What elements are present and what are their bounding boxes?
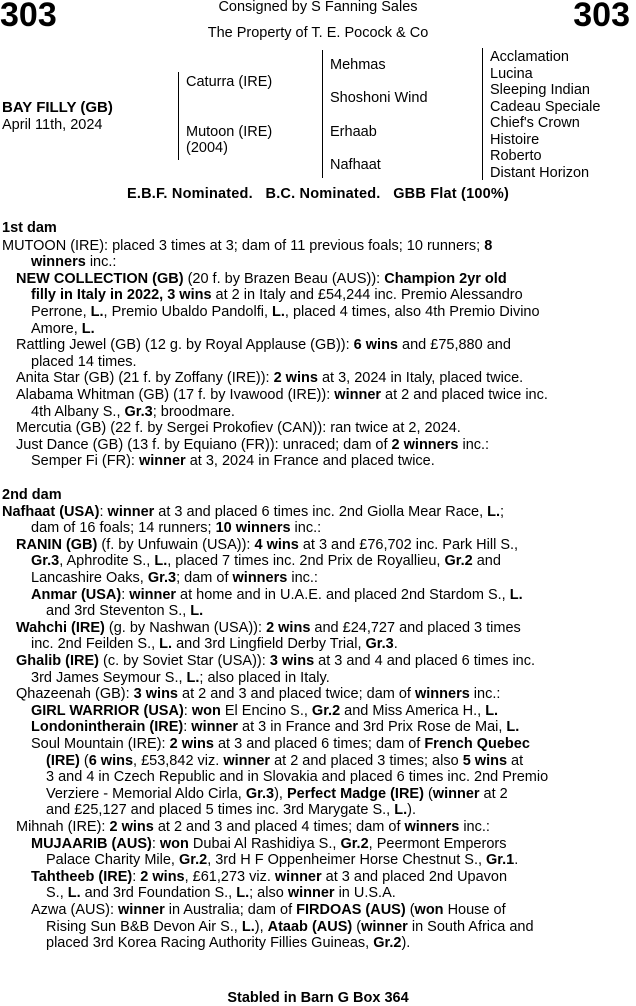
text-run: : (132, 868, 141, 885)
text-line (2, 504, 504, 520)
gen3-name: Histoire (490, 131, 540, 148)
text-run: at 2 and placed twice inc. (381, 386, 548, 403)
bold-text-run: 2 wins (109, 818, 154, 835)
bold-text-run: Gr.3 (31, 553, 60, 570)
text-run: and £75,880 and (398, 337, 511, 354)
text-run: and 3rd Lingfield Derby Trial, (172, 636, 366, 653)
text-run: Dubai Al Rashidiya S., (188, 835, 341, 852)
text-run: , 3rd H F Oppenheimer Horse Chestnut S., (207, 852, 487, 869)
bold-text-run: Gr.2 (444, 553, 473, 570)
bold-text-run: Gr.2 (340, 835, 369, 852)
text-run: , Aphrodite S., (59, 553, 155, 570)
text-line (16, 437, 489, 453)
bold-text-run: L. (90, 303, 104, 320)
text-run: ( (79, 752, 89, 769)
bold-text-run: Ataab (AUS) (267, 918, 353, 935)
text-run: Azwa (AUS): (31, 901, 119, 918)
bold-text-run: 6 wins (353, 337, 398, 354)
bold-text-run: 5 wins (462, 752, 508, 769)
bold-text-run: L. (81, 320, 95, 337)
text-run: Soul Mountain (IRE): (31, 735, 170, 752)
text-line (16, 370, 523, 386)
bold-text-run: L. (509, 586, 523, 603)
text-run: at 3 and £76,702 inc. Park Hill S., (298, 536, 519, 553)
stabling-footer: Stabled in Barn G Box 364 (227, 990, 409, 1006)
text-run: El Encino S., (220, 702, 312, 719)
dam-dam: Nafhaat (330, 157, 381, 173)
bold-text-run: 10 winners (215, 520, 291, 537)
bold-text-run: winners (414, 686, 470, 703)
text-run: Mihnah (IRE): (16, 818, 110, 835)
text-run: dam of 16 foals; 14 runners; (31, 520, 216, 537)
bold-text-run: 2 wins (169, 735, 214, 752)
text-run: in Australia; dam of (164, 901, 297, 918)
bold-text-run: 3 wins (269, 652, 315, 669)
text-run: , £61,273 viz. (184, 868, 275, 885)
bold-text-run: L. (394, 802, 408, 819)
sire-dam: Shoshoni Wind (330, 90, 428, 106)
lot-number-right: 303 (573, 0, 630, 34)
bold-text-run: Nafhaat (USA) (2, 503, 100, 520)
text-run: ; (500, 503, 505, 520)
text-run: . (393, 636, 398, 653)
bold-text-run: winner (361, 918, 408, 935)
bold-text-run: L. (506, 719, 520, 736)
bold-text-run: Perfect Madge (IRE) (286, 785, 424, 802)
bold-text-run: winner (274, 868, 322, 885)
bold-text-run: filly in Italy in 2022, 3 wins (31, 287, 212, 304)
text-run: Lancashire Oaks, (31, 569, 148, 586)
text-run: at 3 and 4 and placed 6 times inc. (314, 652, 536, 669)
bold-text-run: 2 wins (266, 619, 311, 636)
text-run: Alabama Whitman (GB) (17 f. by Ivawood (IRE)): (16, 386, 335, 403)
text-line (31, 304, 540, 320)
text-run: at 3 and placed 2nd Upavon (321, 868, 508, 885)
text-line (31, 570, 318, 586)
bold-text-run: L. (186, 669, 200, 686)
bold-text-run: won (191, 702, 221, 719)
text-run: Rattling Jewel (GB) (12 g. by Royal Applause (GB)): (16, 337, 354, 354)
text-run: placed 3rd Korea Racing Authority Fillies Guineas, (46, 935, 374, 952)
text-run: inc.: (458, 436, 490, 453)
text-run: at 2 and 3 and placed twice; dam of (178, 686, 415, 703)
text-run: , placed 7 times inc. 2nd Prix de Royallieu, (167, 553, 445, 570)
text-line (46, 919, 534, 935)
text-run: : (121, 586, 130, 603)
text-run: and £25,127 and placed 5 times inc. 3rd Marygate S., (46, 802, 395, 819)
pedigree-bracket-1 (178, 72, 179, 160)
text-line (31, 453, 435, 469)
bold-text-run: Anmar (USA) (31, 586, 122, 603)
text-line (31, 553, 501, 569)
text-run: Semper Fi (FR): (31, 453, 139, 470)
text-run: ( (423, 785, 433, 802)
pedigree-bracket-3 (482, 48, 483, 180)
text-run: at 3 and placed 6 times; dam of (213, 735, 425, 752)
text-line (31, 703, 498, 719)
text-run: : (183, 702, 192, 719)
bold-text-run: won (414, 901, 444, 918)
bold-text-run: Gr.2 (373, 935, 402, 952)
bold-text-run: Londonintherain (IRE) (31, 719, 184, 736)
bold-text-run: L. (154, 553, 168, 570)
bold-text-run: GIRL WARRIOR (USA) (31, 702, 184, 719)
text-run: at 2 (479, 785, 508, 802)
text-line (46, 802, 416, 818)
text-line (16, 337, 511, 353)
bold-text-run: 4 wins (254, 536, 299, 553)
gen3-name: Roberto (490, 148, 542, 164)
text-line (16, 620, 521, 636)
text-run: : (183, 719, 192, 736)
text-run: ). (401, 935, 411, 952)
text-run: : (99, 503, 108, 520)
text-line (31, 719, 519, 735)
text-run: and 3rd Foundation S., (80, 885, 237, 902)
gen3-name: Lucina (490, 65, 533, 82)
text-line (46, 753, 523, 769)
text-line (46, 603, 203, 619)
text-run: , £53,842 viz. (133, 752, 224, 769)
text-line (2, 238, 492, 254)
bold-text-run: Gr.3 (147, 569, 177, 586)
text-run: ( (352, 918, 362, 935)
bold-text-run: L. (190, 603, 204, 620)
foaling-date: April 11th, 2024 (2, 117, 103, 133)
sire-name: Caturra (IRE) (186, 74, 273, 90)
text-run: inc.: (290, 520, 322, 537)
text-run: and (472, 553, 501, 570)
text-run: and 3rd Steventon S., (46, 603, 191, 620)
bold-text-run: winner (129, 586, 177, 603)
text-run: placed 14 times. (31, 353, 137, 370)
text-line (31, 254, 116, 270)
nominations-line: E.B.F. Nominated. B.C. Nominated. GBB Flat (100%) (126, 186, 509, 202)
lot-number-left: 303 (0, 0, 57, 34)
bold-text-run: L. (241, 918, 255, 935)
bold-text-run: L. (487, 503, 501, 520)
bold-text-run: L. (67, 885, 81, 902)
bold-text-run: Gr.2 (178, 852, 208, 869)
text-run: inc.: (459, 818, 490, 835)
text-run: in South Africa and (407, 918, 534, 935)
bold-text-run: L. (236, 885, 250, 902)
owner-line: The Property of T. E. Pocock & Co (207, 25, 429, 41)
first-dam-heading: 1st dam (2, 220, 57, 236)
text-run: MUTOON (IRE): placed 3 times at 3; dam of 11 previous foals; 10 runners; (2, 237, 485, 254)
bold-text-run: L. (272, 303, 285, 320)
bold-text-run: winners (404, 818, 460, 835)
bold-text-run: Gr.1 (486, 852, 515, 869)
text-run: and Miss America H., (340, 702, 486, 719)
bold-text-run: winner (191, 719, 239, 736)
text-run: ; broodmare. (152, 403, 235, 420)
gen3-name: Cadeau Speciale (490, 98, 601, 115)
text-line (16, 271, 507, 287)
sire-sire: Mehmas (330, 57, 386, 73)
text-line (16, 420, 461, 436)
text-line (31, 836, 506, 852)
bold-text-run: winners (31, 254, 86, 271)
bold-text-run: winner (118, 901, 165, 918)
bold-text-run: 2 wins (273, 370, 318, 387)
bold-text-run: Gr.3 (365, 636, 394, 653)
text-run: ), (274, 785, 287, 802)
text-run: , Peermont Emperors (368, 835, 507, 852)
text-run: Just Dance (GB) (13 f. by Equiano (FR)): unraced; dam of (16, 436, 392, 453)
text-run: ; dam of (176, 569, 233, 586)
text-run: Rising Sun B&B Devon Air S., (46, 918, 242, 935)
text-run: : (151, 835, 160, 852)
bold-text-run: winner (138, 453, 186, 470)
bold-text-run: winner (107, 503, 155, 520)
text-run: Palace Charity Mile, (46, 852, 179, 869)
bold-text-run: 6 wins (88, 752, 134, 769)
text-run: at 3, 2024 in France and placed twice. (185, 453, 435, 470)
text-line (31, 354, 137, 370)
text-run: at home and in U.A.E. and placed 2nd Stardom S., (176, 586, 510, 603)
text-run: . (514, 852, 519, 869)
second-dam-heading: 2nd dam (2, 487, 62, 503)
text-run: in U.S.A. (334, 885, 396, 902)
text-run: at 2 and 3 and placed 4 times; dam of (153, 818, 405, 835)
bold-text-run: Gr.2 (311, 702, 341, 719)
bold-text-run: French Quebec (424, 735, 530, 752)
gen3-name: Distant Horizon (490, 164, 590, 181)
bold-text-run: won (159, 835, 189, 852)
text-line (31, 587, 523, 603)
text-line (16, 819, 490, 835)
bold-text-run: Gr.3 (245, 785, 275, 802)
text-run: House of (443, 901, 506, 918)
bold-text-run: FIRDOAS (AUS) (296, 901, 406, 918)
text-run: at 3 and placed 6 times inc. 2nd Giolla Mear Race, (154, 503, 488, 520)
text-run: Mercutia (GB) (22 f. by Sergei Prokofiev (CAN)): ran twice at 2, 2024. (16, 420, 461, 437)
text-line (31, 869, 507, 885)
text-line (16, 387, 548, 403)
text-line (31, 636, 398, 652)
text-run: , placed 4 times, also 4th Premio Divino (284, 303, 540, 320)
bold-text-run: winner (223, 752, 271, 769)
consignor-line: Consigned by S Fanning Sales (218, 0, 418, 15)
bold-text-run: Champion 2yr old (384, 270, 507, 287)
bold-text-run: winners (232, 569, 288, 586)
text-run: at (507, 752, 524, 769)
text-run: 3rd James Seymour S., (31, 669, 187, 686)
text-line (31, 670, 330, 686)
dam-sire: Erhaab (330, 124, 377, 140)
bold-text-run: Tahtheeb (IRE) (31, 868, 133, 885)
text-run: Anita Star (GB) (21 f. by Zoffany (IRE)): (16, 370, 274, 387)
bold-text-run: 2 wins (140, 868, 185, 885)
text-run: at 2 and placed 3 times; also (270, 752, 463, 769)
bold-text-run: MUJAARIB (AUS) (31, 835, 152, 852)
bold-text-run: Wahchi (IRE) (16, 619, 105, 636)
text-run: (f. by Unfuwain (USA)): (97, 536, 255, 553)
gen3-name: Acclamation (490, 49, 569, 65)
text-run: Qhazeenah (GB): (16, 686, 134, 703)
text-run: ), (254, 918, 268, 935)
text-line (16, 686, 500, 702)
text-run: (g. by Nashwan (USA)): (104, 619, 267, 636)
text-line (46, 786, 508, 802)
text-line (46, 935, 410, 951)
text-run: inc.: (287, 569, 318, 586)
text-line (46, 885, 396, 901)
text-run: Perrone, (31, 303, 91, 320)
text-line (46, 852, 518, 868)
bold-text-run: Ghalib (IRE) (16, 652, 99, 669)
dam-name: Mutoon (IRE) (186, 124, 273, 140)
text-line (46, 769, 548, 785)
text-line (31, 520, 321, 536)
bold-text-run: RANIN (GB) (16, 536, 98, 553)
text-run: Amore, (31, 320, 82, 337)
text-line (16, 537, 518, 553)
text-line (31, 902, 506, 918)
text-run: (c. by Soviet Star (USA)): (98, 652, 270, 669)
bold-text-run: L. (159, 636, 173, 653)
text-line (31, 321, 95, 337)
text-run: 3 and 4 in Czech Republic and in Slovakia and placed 6 times inc. 2nd Premio (46, 769, 549, 786)
text-run: Verziere - Memorial Aldo Cirla, (46, 785, 246, 802)
bold-text-run: Gr.3 (124, 403, 153, 420)
bold-text-run: NEW COLLECTION (GB) (16, 270, 184, 287)
text-run: at 3 in France and 3rd Prix Rose de Mai, (238, 719, 507, 736)
text-run: inc.: (85, 254, 117, 271)
text-run: and £24,727 and placed 3 times (310, 619, 521, 636)
text-run: , Premio Ubaldo Pandolfi, (103, 303, 272, 320)
bold-text-run: 8 (484, 237, 493, 254)
text-run: ; also placed in Italy. (199, 669, 330, 686)
horse-sex-line: BAY FILLY (GB) (2, 99, 113, 116)
text-run: at 3, 2024 in Italy, placed twice. (317, 370, 524, 387)
text-run: (20 f. by Brazen Beau (AUS)): (183, 270, 385, 287)
text-run: ( (405, 901, 415, 918)
text-line (16, 653, 535, 669)
bold-text-run: 3 wins (133, 686, 178, 703)
bold-text-run: (IRE) (46, 752, 80, 769)
text-run: ). (407, 802, 416, 819)
text-line (31, 404, 235, 420)
bold-text-run: winner (334, 386, 382, 403)
bold-text-run: winner (287, 885, 335, 902)
dam-year: (2004) (186, 140, 228, 156)
bold-text-run: winner (432, 785, 480, 802)
text-run: 4th Albany S., (31, 403, 125, 420)
gen3-name: Chief's Crown (490, 115, 580, 131)
text-run: inc. 2nd Feilden S., (31, 636, 160, 653)
text-run: ; also (249, 885, 288, 902)
gen3-name: Sleeping Indian (490, 82, 590, 98)
text-run: S., (46, 885, 68, 902)
text-run: inc.: (469, 686, 501, 703)
text-line (31, 287, 523, 303)
text-line (31, 736, 530, 752)
text-run: at 2 in Italy and £54,244 inc. Premio Alessandro (211, 287, 523, 304)
bold-text-run: L. (485, 702, 499, 719)
bold-text-run: 2 winners (391, 436, 459, 453)
pedigree-bracket-2 (322, 50, 323, 178)
